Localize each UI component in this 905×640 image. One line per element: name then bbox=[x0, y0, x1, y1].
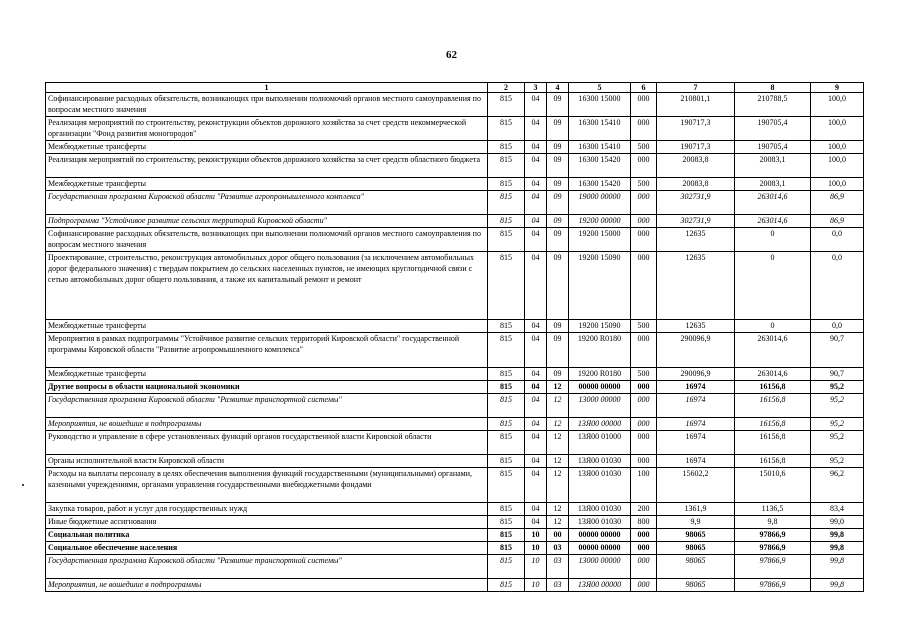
row-name-cell: Расходы на выплаты персоналу в целях обеспечения выполнения функций государственными (муниципальными) органами, казенными учреждениями, органами управления государственными внебюджетными фондами bbox=[46, 468, 488, 503]
ministry-code-cell: 815 bbox=[488, 228, 525, 252]
planned-amount-cell: 12635 bbox=[657, 252, 735, 320]
table-row bbox=[46, 516, 864, 529]
target-article-cell: 16300 15000 bbox=[569, 93, 631, 117]
table-row bbox=[46, 468, 864, 503]
actual-amount-cell: 16156,8 bbox=[735, 394, 811, 418]
section-code-cell: 04 bbox=[525, 93, 547, 117]
table-row bbox=[46, 333, 864, 368]
ministry-code-cell: 815 bbox=[488, 93, 525, 117]
actual-amount-cell: 97866,9 bbox=[735, 529, 811, 542]
actual-amount-cell: 16156,8 bbox=[735, 418, 811, 431]
page-number: 62 bbox=[446, 49, 457, 61]
row-name-cell: Межбюджетные трансферты bbox=[46, 320, 488, 333]
row-name-cell: Мероприятия, не вошедшие в подпрограммы bbox=[46, 418, 488, 431]
percent-cell: 96,2 bbox=[811, 468, 864, 503]
section-code-cell: 04 bbox=[525, 418, 547, 431]
target-article-cell: 16300 15410 bbox=[569, 117, 631, 141]
header-cell: 5 bbox=[569, 83, 631, 93]
ministry-code-cell: 815 bbox=[488, 516, 525, 529]
actual-amount-cell: 97866,9 bbox=[735, 579, 811, 592]
section-code-cell: 04 bbox=[525, 431, 547, 455]
actual-amount-cell: 20083,1 bbox=[735, 154, 811, 178]
ministry-code-cell: 815 bbox=[488, 579, 525, 592]
target-article-cell: 19200 00000 bbox=[569, 215, 631, 228]
actual-amount-cell: 263014,6 bbox=[735, 215, 811, 228]
subsection-code-cell: 09 bbox=[547, 252, 569, 320]
table-row bbox=[46, 455, 864, 468]
percent-cell: 100,0 bbox=[811, 93, 864, 117]
percent-cell: 0,0 bbox=[811, 320, 864, 333]
ministry-code-cell: 815 bbox=[488, 117, 525, 141]
budget-table bbox=[45, 82, 864, 592]
expense-type-cell: 200 bbox=[631, 503, 657, 516]
row-name-cell: Государственная программа Кировской области "Развитие транспортной системы" bbox=[46, 555, 488, 579]
target-article-cell: 19200 15090 bbox=[569, 320, 631, 333]
ministry-code-cell: 815 bbox=[488, 503, 525, 516]
planned-amount-cell: 302731,9 bbox=[657, 215, 735, 228]
section-code-cell: 04 bbox=[525, 468, 547, 503]
row-name-cell: Софинансирование расходных обязательств, возникающих при выполнении полномочий органов местного самоуправления по вопросам местного значения bbox=[46, 228, 488, 252]
section-code-cell: 04 bbox=[525, 154, 547, 178]
planned-amount-cell: 190717,3 bbox=[657, 117, 735, 141]
expense-type-cell: 000 bbox=[631, 455, 657, 468]
table-row bbox=[46, 368, 864, 381]
table-row bbox=[46, 178, 864, 191]
row-name-cell: Государственная программа Кировской области "Развитие агропромышленного комплекса" bbox=[46, 191, 488, 215]
ministry-code-cell: 815 bbox=[488, 381, 525, 394]
ministry-code-cell: 815 bbox=[488, 252, 525, 320]
row-name-cell: Софинансирование расходных обязательств, возникающих при выполнении полномочий органов местного самоуправления по вопросам местного значения bbox=[46, 93, 488, 117]
target-article-cell: 13Я00 01030 bbox=[569, 503, 631, 516]
subsection-code-cell: 09 bbox=[547, 154, 569, 178]
percent-cell: 95,2 bbox=[811, 455, 864, 468]
percent-cell: 95,2 bbox=[811, 381, 864, 394]
margin-mark bbox=[22, 484, 24, 486]
section-code-cell: 04 bbox=[525, 252, 547, 320]
target-article-cell: 00000 00000 bbox=[569, 381, 631, 394]
table-row bbox=[46, 431, 864, 455]
percent-cell: 99,8 bbox=[811, 579, 864, 592]
expense-type-cell: 000 bbox=[631, 252, 657, 320]
target-article-cell: 13000 00000 bbox=[569, 555, 631, 579]
percent-cell: 100,0 bbox=[811, 141, 864, 154]
planned-amount-cell: 290096,9 bbox=[657, 333, 735, 368]
header-cell: 3 bbox=[525, 83, 547, 93]
planned-amount-cell: 98065 bbox=[657, 542, 735, 555]
percent-cell: 100,0 bbox=[811, 117, 864, 141]
percent-cell: 86,9 bbox=[811, 191, 864, 215]
percent-cell: 90,7 bbox=[811, 368, 864, 381]
expense-type-cell: 500 bbox=[631, 320, 657, 333]
subsection-code-cell: 03 bbox=[547, 555, 569, 579]
target-article-cell: 13Я00 01000 bbox=[569, 431, 631, 455]
actual-amount-cell: 0 bbox=[735, 228, 811, 252]
actual-amount-cell: 15010,6 bbox=[735, 468, 811, 503]
planned-amount-cell: 12635 bbox=[657, 228, 735, 252]
ministry-code-cell: 815 bbox=[488, 394, 525, 418]
subsection-code-cell: 09 bbox=[547, 141, 569, 154]
section-code-cell: 04 bbox=[525, 191, 547, 215]
row-name-cell: Реализация мероприятий по строительству, реконструкции объектов дорожного хозяйства за счет средств областного бюджета bbox=[46, 154, 488, 178]
subsection-code-cell: 09 bbox=[547, 178, 569, 191]
target-article-cell: 13Я00 01030 bbox=[569, 516, 631, 529]
target-article-cell: 00000 00000 bbox=[569, 529, 631, 542]
expense-type-cell: 000 bbox=[631, 555, 657, 579]
expense-type-cell: 000 bbox=[631, 529, 657, 542]
row-name-cell: Иные бюджетные ассигнования bbox=[46, 516, 488, 529]
section-code-cell: 04 bbox=[525, 333, 547, 368]
actual-amount-cell: 263014,6 bbox=[735, 368, 811, 381]
row-name-cell: Реализация мероприятий по строительству, реконструкции объектов дорожного хозяйства за счет средств некоммерческой организации "Фонд развития моногородов" bbox=[46, 117, 488, 141]
expense-type-cell: 000 bbox=[631, 418, 657, 431]
percent-cell: 0,0 bbox=[811, 252, 864, 320]
target-article-cell: 00000 00000 bbox=[569, 542, 631, 555]
ministry-code-cell: 815 bbox=[488, 191, 525, 215]
section-code-cell: 04 bbox=[525, 117, 547, 141]
expense-type-cell: 000 bbox=[631, 394, 657, 418]
subsection-code-cell: 00 bbox=[547, 529, 569, 542]
table-body bbox=[46, 83, 864, 592]
table-row bbox=[46, 141, 864, 154]
planned-amount-cell: 98065 bbox=[657, 579, 735, 592]
planned-amount-cell: 16974 bbox=[657, 418, 735, 431]
table-row bbox=[46, 228, 864, 252]
section-code-cell: 04 bbox=[525, 215, 547, 228]
expense-type-cell: 000 bbox=[631, 228, 657, 252]
row-name-cell: Закупка товаров, работ и услуг для государственных нужд bbox=[46, 503, 488, 516]
target-article-cell: 13Я00 01030 bbox=[569, 468, 631, 503]
section-code-cell: 04 bbox=[525, 368, 547, 381]
target-article-cell: 16300 15420 bbox=[569, 178, 631, 191]
table-row bbox=[46, 579, 864, 592]
actual-amount-cell: 0 bbox=[735, 320, 811, 333]
table-row bbox=[46, 117, 864, 141]
planned-amount-cell: 98065 bbox=[657, 529, 735, 542]
ministry-code-cell: 815 bbox=[488, 178, 525, 191]
row-name-cell: Органы исполнительной власти Кировской области bbox=[46, 455, 488, 468]
header-cell: 8 bbox=[735, 83, 811, 93]
ministry-code-cell: 815 bbox=[488, 215, 525, 228]
table-row bbox=[46, 252, 864, 320]
subsection-code-cell: 09 bbox=[547, 333, 569, 368]
actual-amount-cell: 97866,9 bbox=[735, 555, 811, 579]
subsection-code-cell: 12 bbox=[547, 455, 569, 468]
planned-amount-cell: 98065 bbox=[657, 555, 735, 579]
ministry-code-cell: 815 bbox=[488, 333, 525, 368]
expense-type-cell: 000 bbox=[631, 191, 657, 215]
expense-type-cell: 000 bbox=[631, 381, 657, 394]
ministry-code-cell: 815 bbox=[488, 320, 525, 333]
section-code-cell: 04 bbox=[525, 178, 547, 191]
subsection-code-cell: 03 bbox=[547, 579, 569, 592]
percent-cell: 99,8 bbox=[811, 529, 864, 542]
table-row bbox=[46, 154, 864, 178]
section-code-cell: 04 bbox=[525, 455, 547, 468]
actual-amount-cell: 9,8 bbox=[735, 516, 811, 529]
percent-cell: 90,7 bbox=[811, 333, 864, 368]
row-name-cell: Социальная политика bbox=[46, 529, 488, 542]
section-code-cell: 10 bbox=[525, 579, 547, 592]
percent-cell: 100,0 bbox=[811, 154, 864, 178]
percent-cell: 95,2 bbox=[811, 431, 864, 455]
row-name-cell: Социальное обеспечение населения bbox=[46, 542, 488, 555]
percent-cell: 83,4 bbox=[811, 503, 864, 516]
row-name-cell: Подпрограмма "Устойчивое развитие сельских территорий Кировской области" bbox=[46, 215, 488, 228]
subsection-code-cell: 12 bbox=[547, 418, 569, 431]
expense-type-cell: 000 bbox=[631, 93, 657, 117]
planned-amount-cell: 20083,8 bbox=[657, 154, 735, 178]
ministry-code-cell: 815 bbox=[488, 154, 525, 178]
section-code-cell: 10 bbox=[525, 542, 547, 555]
section-code-cell: 10 bbox=[525, 529, 547, 542]
percent-cell: 86,9 bbox=[811, 215, 864, 228]
table-row bbox=[46, 93, 864, 117]
planned-amount-cell: 9,9 bbox=[657, 516, 735, 529]
expense-type-cell: 000 bbox=[631, 117, 657, 141]
planned-amount-cell: 16974 bbox=[657, 431, 735, 455]
subsection-code-cell: 09 bbox=[547, 191, 569, 215]
actual-amount-cell: 97866,9 bbox=[735, 542, 811, 555]
planned-amount-cell: 290096,9 bbox=[657, 368, 735, 381]
subsection-code-cell: 12 bbox=[547, 516, 569, 529]
target-article-cell: 16300 15420 bbox=[569, 154, 631, 178]
planned-amount-cell: 1361,9 bbox=[657, 503, 735, 516]
header-row bbox=[46, 83, 864, 93]
row-name-cell: Другие вопросы в области национальной экономики bbox=[46, 381, 488, 394]
percent-cell: 100,0 bbox=[811, 178, 864, 191]
expense-type-cell: 000 bbox=[631, 154, 657, 178]
target-article-cell: 13Я00 00000 bbox=[569, 579, 631, 592]
row-name-cell: Руководство и управление в сфере установленных функций органов государственной власти Кировской области bbox=[46, 431, 488, 455]
header-cell: 1 bbox=[46, 83, 488, 93]
ministry-code-cell: 815 bbox=[488, 431, 525, 455]
planned-amount-cell: 12635 bbox=[657, 320, 735, 333]
subsection-code-cell: 12 bbox=[547, 381, 569, 394]
planned-amount-cell: 16974 bbox=[657, 455, 735, 468]
subsection-code-cell: 09 bbox=[547, 368, 569, 381]
section-code-cell: 04 bbox=[525, 503, 547, 516]
table-row bbox=[46, 381, 864, 394]
percent-cell: 99,8 bbox=[811, 555, 864, 579]
section-code-cell: 04 bbox=[525, 381, 547, 394]
section-code-cell: 04 bbox=[525, 228, 547, 252]
section-code-cell: 10 bbox=[525, 555, 547, 579]
planned-amount-cell: 16974 bbox=[657, 381, 735, 394]
table-row bbox=[46, 394, 864, 418]
row-name-cell: Межбюджетные трансферты bbox=[46, 178, 488, 191]
ministry-code-cell: 815 bbox=[488, 529, 525, 542]
subsection-code-cell: 12 bbox=[547, 394, 569, 418]
section-code-cell: 04 bbox=[525, 141, 547, 154]
percent-cell: 99,8 bbox=[811, 542, 864, 555]
expense-type-cell: 000 bbox=[631, 431, 657, 455]
header-cell: 4 bbox=[547, 83, 569, 93]
table-row bbox=[46, 503, 864, 516]
percent-cell: 95,2 bbox=[811, 394, 864, 418]
table-row bbox=[46, 555, 864, 579]
planned-amount-cell: 302731,9 bbox=[657, 191, 735, 215]
subsection-code-cell: 09 bbox=[547, 117, 569, 141]
target-article-cell: 19200 15000 bbox=[569, 228, 631, 252]
actual-amount-cell: 16156,8 bbox=[735, 431, 811, 455]
subsection-code-cell: 12 bbox=[547, 431, 569, 455]
planned-amount-cell: 15602,2 bbox=[657, 468, 735, 503]
subsection-code-cell: 12 bbox=[547, 503, 569, 516]
actual-amount-cell: 16156,8 bbox=[735, 381, 811, 394]
target-article-cell: 19000 00000 bbox=[569, 191, 631, 215]
percent-cell: 99,0 bbox=[811, 516, 864, 529]
row-name-cell: Проектирование, строительство, реконструкция автомобильных дорог общего пользования (за исключением автомобильных дорог федерального значения) с твердым покрытием до сельских населенных пунктов, не имеющих круглогодичной связи с сетью автомобильных дорог общего пользования, а также их капитальный ремонт и ремонт bbox=[46, 252, 488, 320]
target-article-cell: 13Я00 01030 bbox=[569, 455, 631, 468]
ministry-code-cell: 815 bbox=[488, 555, 525, 579]
percent-cell: 0,0 bbox=[811, 228, 864, 252]
row-name-cell: Государственная программа Кировской области "Развитие транспортной системы" bbox=[46, 394, 488, 418]
ministry-code-cell: 815 bbox=[488, 455, 525, 468]
row-name-cell: Межбюджетные трансферты bbox=[46, 368, 488, 381]
actual-amount-cell: 263014,6 bbox=[735, 191, 811, 215]
subsection-code-cell: 09 bbox=[547, 93, 569, 117]
table-row bbox=[46, 418, 864, 431]
ministry-code-cell: 815 bbox=[488, 542, 525, 555]
ministry-code-cell: 815 bbox=[488, 141, 525, 154]
section-code-cell: 04 bbox=[525, 394, 547, 418]
section-code-cell: 04 bbox=[525, 320, 547, 333]
expense-type-cell: 000 bbox=[631, 542, 657, 555]
expense-type-cell: 500 bbox=[631, 141, 657, 154]
planned-amount-cell: 20083,8 bbox=[657, 178, 735, 191]
subsection-code-cell: 12 bbox=[547, 468, 569, 503]
actual-amount-cell: 263014,6 bbox=[735, 333, 811, 368]
table-row bbox=[46, 542, 864, 555]
subsection-code-cell: 09 bbox=[547, 228, 569, 252]
target-article-cell: 13Я00 00000 bbox=[569, 418, 631, 431]
percent-cell: 95,2 bbox=[811, 418, 864, 431]
subsection-code-cell: 09 bbox=[547, 215, 569, 228]
header-cell: 9 bbox=[811, 83, 864, 93]
header-cell: 6 bbox=[631, 83, 657, 93]
actual-amount-cell: 16156,8 bbox=[735, 455, 811, 468]
actual-amount-cell: 190705,4 bbox=[735, 141, 811, 154]
subsection-code-cell: 09 bbox=[547, 320, 569, 333]
actual-amount-cell: 0 bbox=[735, 252, 811, 320]
ministry-code-cell: 815 bbox=[488, 468, 525, 503]
actual-amount-cell: 1136,5 bbox=[735, 503, 811, 516]
table-row bbox=[46, 215, 864, 228]
ministry-code-cell: 815 bbox=[488, 368, 525, 381]
section-code-cell: 04 bbox=[525, 516, 547, 529]
planned-amount-cell: 190717,3 bbox=[657, 141, 735, 154]
expense-type-cell: 800 bbox=[631, 516, 657, 529]
planned-amount-cell: 210801,1 bbox=[657, 93, 735, 117]
expense-type-cell: 000 bbox=[631, 333, 657, 368]
target-article-cell: 19200 R0180 bbox=[569, 368, 631, 381]
target-article-cell: 19200 15090 bbox=[569, 252, 631, 320]
expense-type-cell: 000 bbox=[631, 579, 657, 592]
header-cell: 2 bbox=[488, 83, 525, 93]
row-name-cell: Мероприятия в рамках подпрограммы "Устойчивое развитие сельских территорий Кировской области" государственной программы Кировской области "Развитие агропромышленного комплекса" bbox=[46, 333, 488, 368]
expense-type-cell: 500 bbox=[631, 368, 657, 381]
table-row bbox=[46, 191, 864, 215]
expense-type-cell: 000 bbox=[631, 215, 657, 228]
row-name-cell: Мероприятия, не вошедшие в подпрограммы bbox=[46, 579, 488, 592]
target-article-cell: 13000 00000 bbox=[569, 394, 631, 418]
target-article-cell: 19200 R0180 bbox=[569, 333, 631, 368]
actual-amount-cell: 210788,5 bbox=[735, 93, 811, 117]
table-row bbox=[46, 529, 864, 542]
target-article-cell: 16300 15410 bbox=[569, 141, 631, 154]
header-cell: 7 bbox=[657, 83, 735, 93]
row-name-cell: Межбюджетные трансферты bbox=[46, 141, 488, 154]
ministry-code-cell: 815 bbox=[488, 418, 525, 431]
expense-type-cell: 500 bbox=[631, 178, 657, 191]
expense-type-cell: 100 bbox=[631, 468, 657, 503]
planned-amount-cell: 16974 bbox=[657, 394, 735, 418]
subsection-code-cell: 03 bbox=[547, 542, 569, 555]
actual-amount-cell: 190705,4 bbox=[735, 117, 811, 141]
actual-amount-cell: 20083,1 bbox=[735, 178, 811, 191]
table-row bbox=[46, 320, 864, 333]
